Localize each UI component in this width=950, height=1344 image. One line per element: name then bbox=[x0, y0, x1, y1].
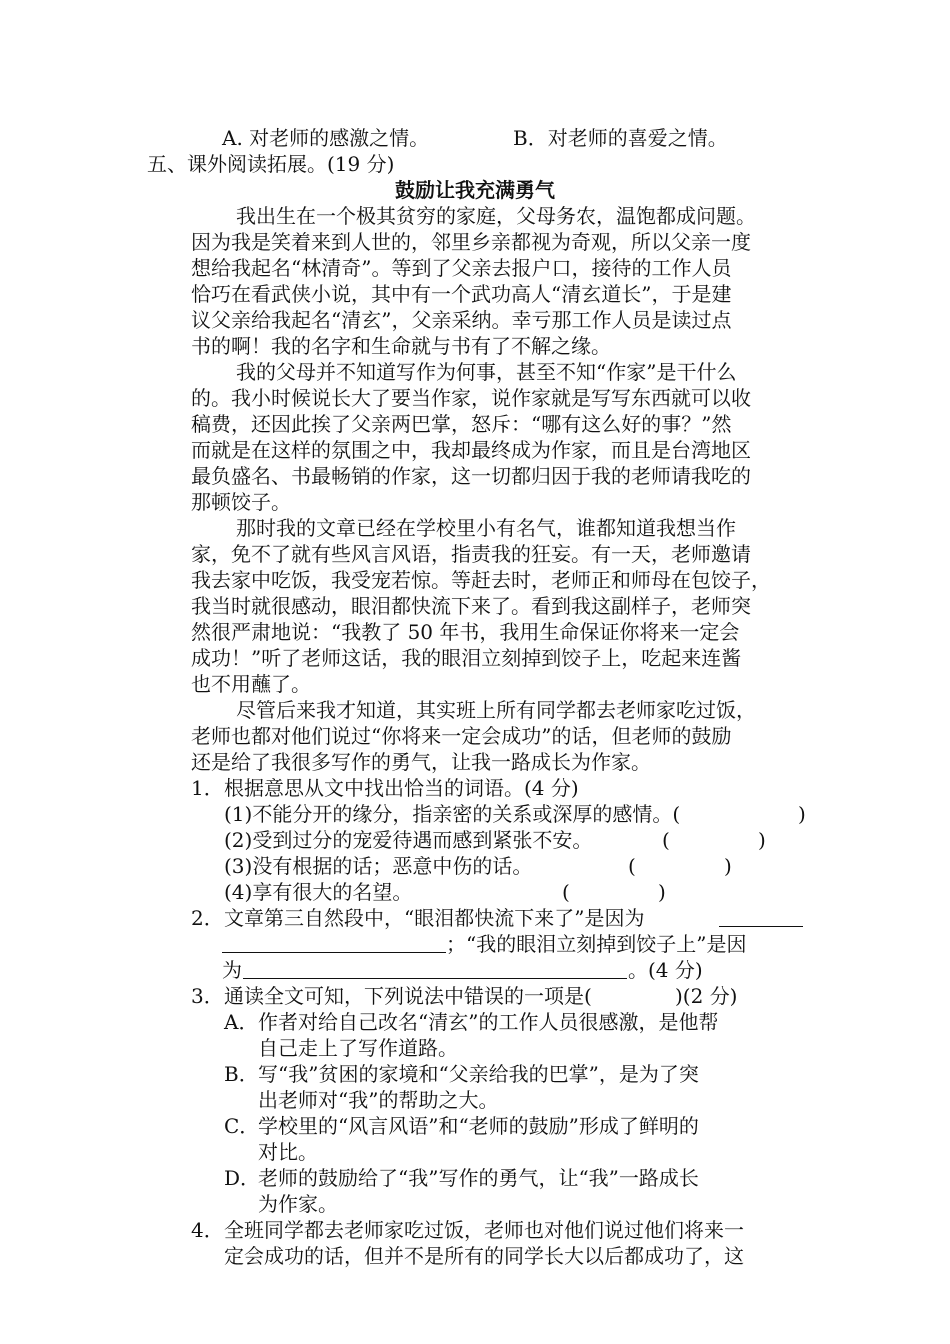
q3-option-d-text-2: 为作家。 bbox=[258, 1192, 338, 1216]
q2-answer-blank-2[interactable] bbox=[243, 958, 627, 979]
article-line: 我当时就很感动，眼泪都快流下来了。看到我这副样子，老师突 bbox=[191, 594, 751, 618]
article-line: 的。我小时候说长大了要当作家，说作家就是写写东西就可以收 bbox=[191, 386, 751, 410]
q3-option-d-key[interactable]: D． bbox=[224, 1166, 261, 1190]
q3-number: 3． bbox=[191, 984, 224, 1008]
article-line: 我的父母并不知道写作为何事，甚至不知“作家”是干什么 bbox=[236, 360, 737, 384]
prev-option-b: B．对老师的喜爱之情。 bbox=[513, 126, 728, 150]
q3-stem-end: )(2 分) bbox=[675, 984, 738, 1008]
section-heading: 五、课外阅读拓展。(19 分) bbox=[147, 152, 395, 176]
q3-option-c-text-2: 对比。 bbox=[258, 1140, 318, 1164]
article-line: 那顿饺子。 bbox=[191, 490, 291, 514]
article-line: 我去家中吃饭，我受宠若惊。等赶去时，老师正和师母在包饺子， bbox=[191, 568, 771, 592]
q1-item-2-close: ) bbox=[758, 828, 766, 852]
article-title: 鼓励让我充满勇气 bbox=[395, 178, 555, 202]
article-line: 然很严肃地说：“我教了 50 年书，我用生命保证你将来一定会 bbox=[191, 620, 740, 644]
q4-line-1: 全班同学都去老师家吃过饭，老师也对他们说过他们将来一 bbox=[224, 1218, 744, 1242]
q1-item-3: (3)没有根据的话；恶意中伤的话。 bbox=[224, 854, 533, 878]
q1-item-4-close: ) bbox=[658, 880, 666, 904]
q1-number: 1． bbox=[191, 776, 224, 800]
q3-option-a-key[interactable]: A． bbox=[224, 1010, 259, 1034]
q2-line-3-end: 。(4 分) bbox=[628, 958, 703, 982]
q4-line-2: 定会成功的话，但并不是所有的同学长大以后都成功了，这 bbox=[224, 1244, 744, 1268]
q1-item-2: (2)受到过分的宠爱待遇而感到紧张不安。 bbox=[224, 828, 593, 852]
q1-item-4-open: ( bbox=[562, 880, 570, 904]
article-line: 最负盛名、书最畅销的作家，这一切都归因于我的老师请我吃的 bbox=[191, 464, 751, 488]
q2-answer-blank-1-cont[interactable] bbox=[222, 932, 446, 953]
q1-item-1: (1)不能分开的缘分，指亲密的关系或深厚的感情。( bbox=[224, 802, 681, 826]
article-line: 老师也都对他们说过“你将来一定会成功”的话，但老师的鼓励 bbox=[191, 724, 732, 748]
q3-option-b-text: 写“我”贫困的家境和“父亲给我的巴掌”，是为了突 bbox=[258, 1062, 699, 1086]
q1-item-2-open: ( bbox=[662, 828, 670, 852]
article-line: 书的啊！我的名字和生命就与书有了不解之缘。 bbox=[191, 334, 611, 358]
article-line: 也不用蘸了。 bbox=[191, 672, 311, 696]
article-line: 还是给了我很多写作的勇气，让我一路成长为作家。 bbox=[191, 750, 651, 774]
article-line: 成功！”听了老师这话，我的眼泪立刻掉到饺子上，吃起来连酱 bbox=[191, 646, 742, 670]
q3-option-c-text: 学校里的“风言风语”和“老师的鼓励”形成了鲜明的 bbox=[258, 1114, 699, 1138]
q1-stem: 根据意思从文中找出恰当的词语。(4 分) bbox=[224, 776, 579, 800]
q2-number: 2． bbox=[191, 906, 224, 930]
article-line: 而就是在这样的氛围之中，我却最终成为作家，而且是台湾地区 bbox=[191, 438, 751, 462]
article-line: 因为我是笑着来到人世的，邻里乡亲都视为奇观，所以父亲一度 bbox=[191, 230, 751, 254]
q3-option-a-text: 作者对给自己改名“清玄”的工作人员很感激，是他帮 bbox=[258, 1010, 719, 1034]
q1-item-4: (4)享有很大的名望。 bbox=[224, 880, 413, 904]
q3-option-d-text: 老师的鼓励给了“我”写作的勇气，让“我”一路成长 bbox=[258, 1166, 699, 1190]
q3-option-b-key[interactable]: B． bbox=[224, 1062, 259, 1086]
article-line: 稿费，还因此挨了父亲两巴掌，怒斥：“哪有这么好的事？”然 bbox=[191, 412, 732, 436]
q2-line-3-start: 为 bbox=[222, 958, 242, 982]
article-line: 家，免不了就有些风言风语，指责我的狂妄。有一天，老师邀请 bbox=[191, 542, 751, 566]
q2-line-2: ；“我的眼泪立刻掉到饺子上”是因 bbox=[446, 932, 747, 956]
article-line: 尽管后来我才知道，其实班上所有同学都去老师家吃过饭， bbox=[236, 698, 756, 722]
article-line: 我出生在一个极其贫穷的家庭，父母务农，温饱都成问题。 bbox=[236, 204, 756, 228]
q3-option-c-key[interactable]: C． bbox=[224, 1114, 260, 1138]
q2-line-1: 文章第三自然段中，“眼泪都快流下来了”是因为 bbox=[224, 906, 645, 930]
q2-answer-blank-1[interactable] bbox=[719, 906, 803, 927]
q3-stem: 通读全文可知，下列说法中错误的一项是( bbox=[224, 984, 592, 1008]
q3-option-a-text-2: 自己走上了写作道路。 bbox=[258, 1036, 458, 1060]
q1-item-1-close: ) bbox=[798, 802, 806, 826]
q4-number: 4． bbox=[191, 1218, 224, 1242]
q1-item-3-open: ( bbox=[628, 854, 636, 878]
article-line: 想给我起名“林清奇”。等到了父亲去报户口，接待的工作人员 bbox=[191, 256, 732, 280]
article-line: 那时我的文章已经在学校里小有名气，谁都知道我想当作 bbox=[236, 516, 736, 540]
prev-option-a: A. 对老师的感激之情。 bbox=[222, 126, 430, 150]
q3-option-b-text-2: 出老师对“我”的帮助之大。 bbox=[258, 1088, 499, 1112]
article-line: 恰巧在看武侠小说，其中有一个武功高人“清玄道长”，于是建 bbox=[191, 282, 732, 306]
q1-item-3-close: ) bbox=[724, 854, 732, 878]
article-line: 议父亲给我起名“清玄”，父亲采纳。幸亏那工作人员是读过点 bbox=[191, 308, 732, 332]
